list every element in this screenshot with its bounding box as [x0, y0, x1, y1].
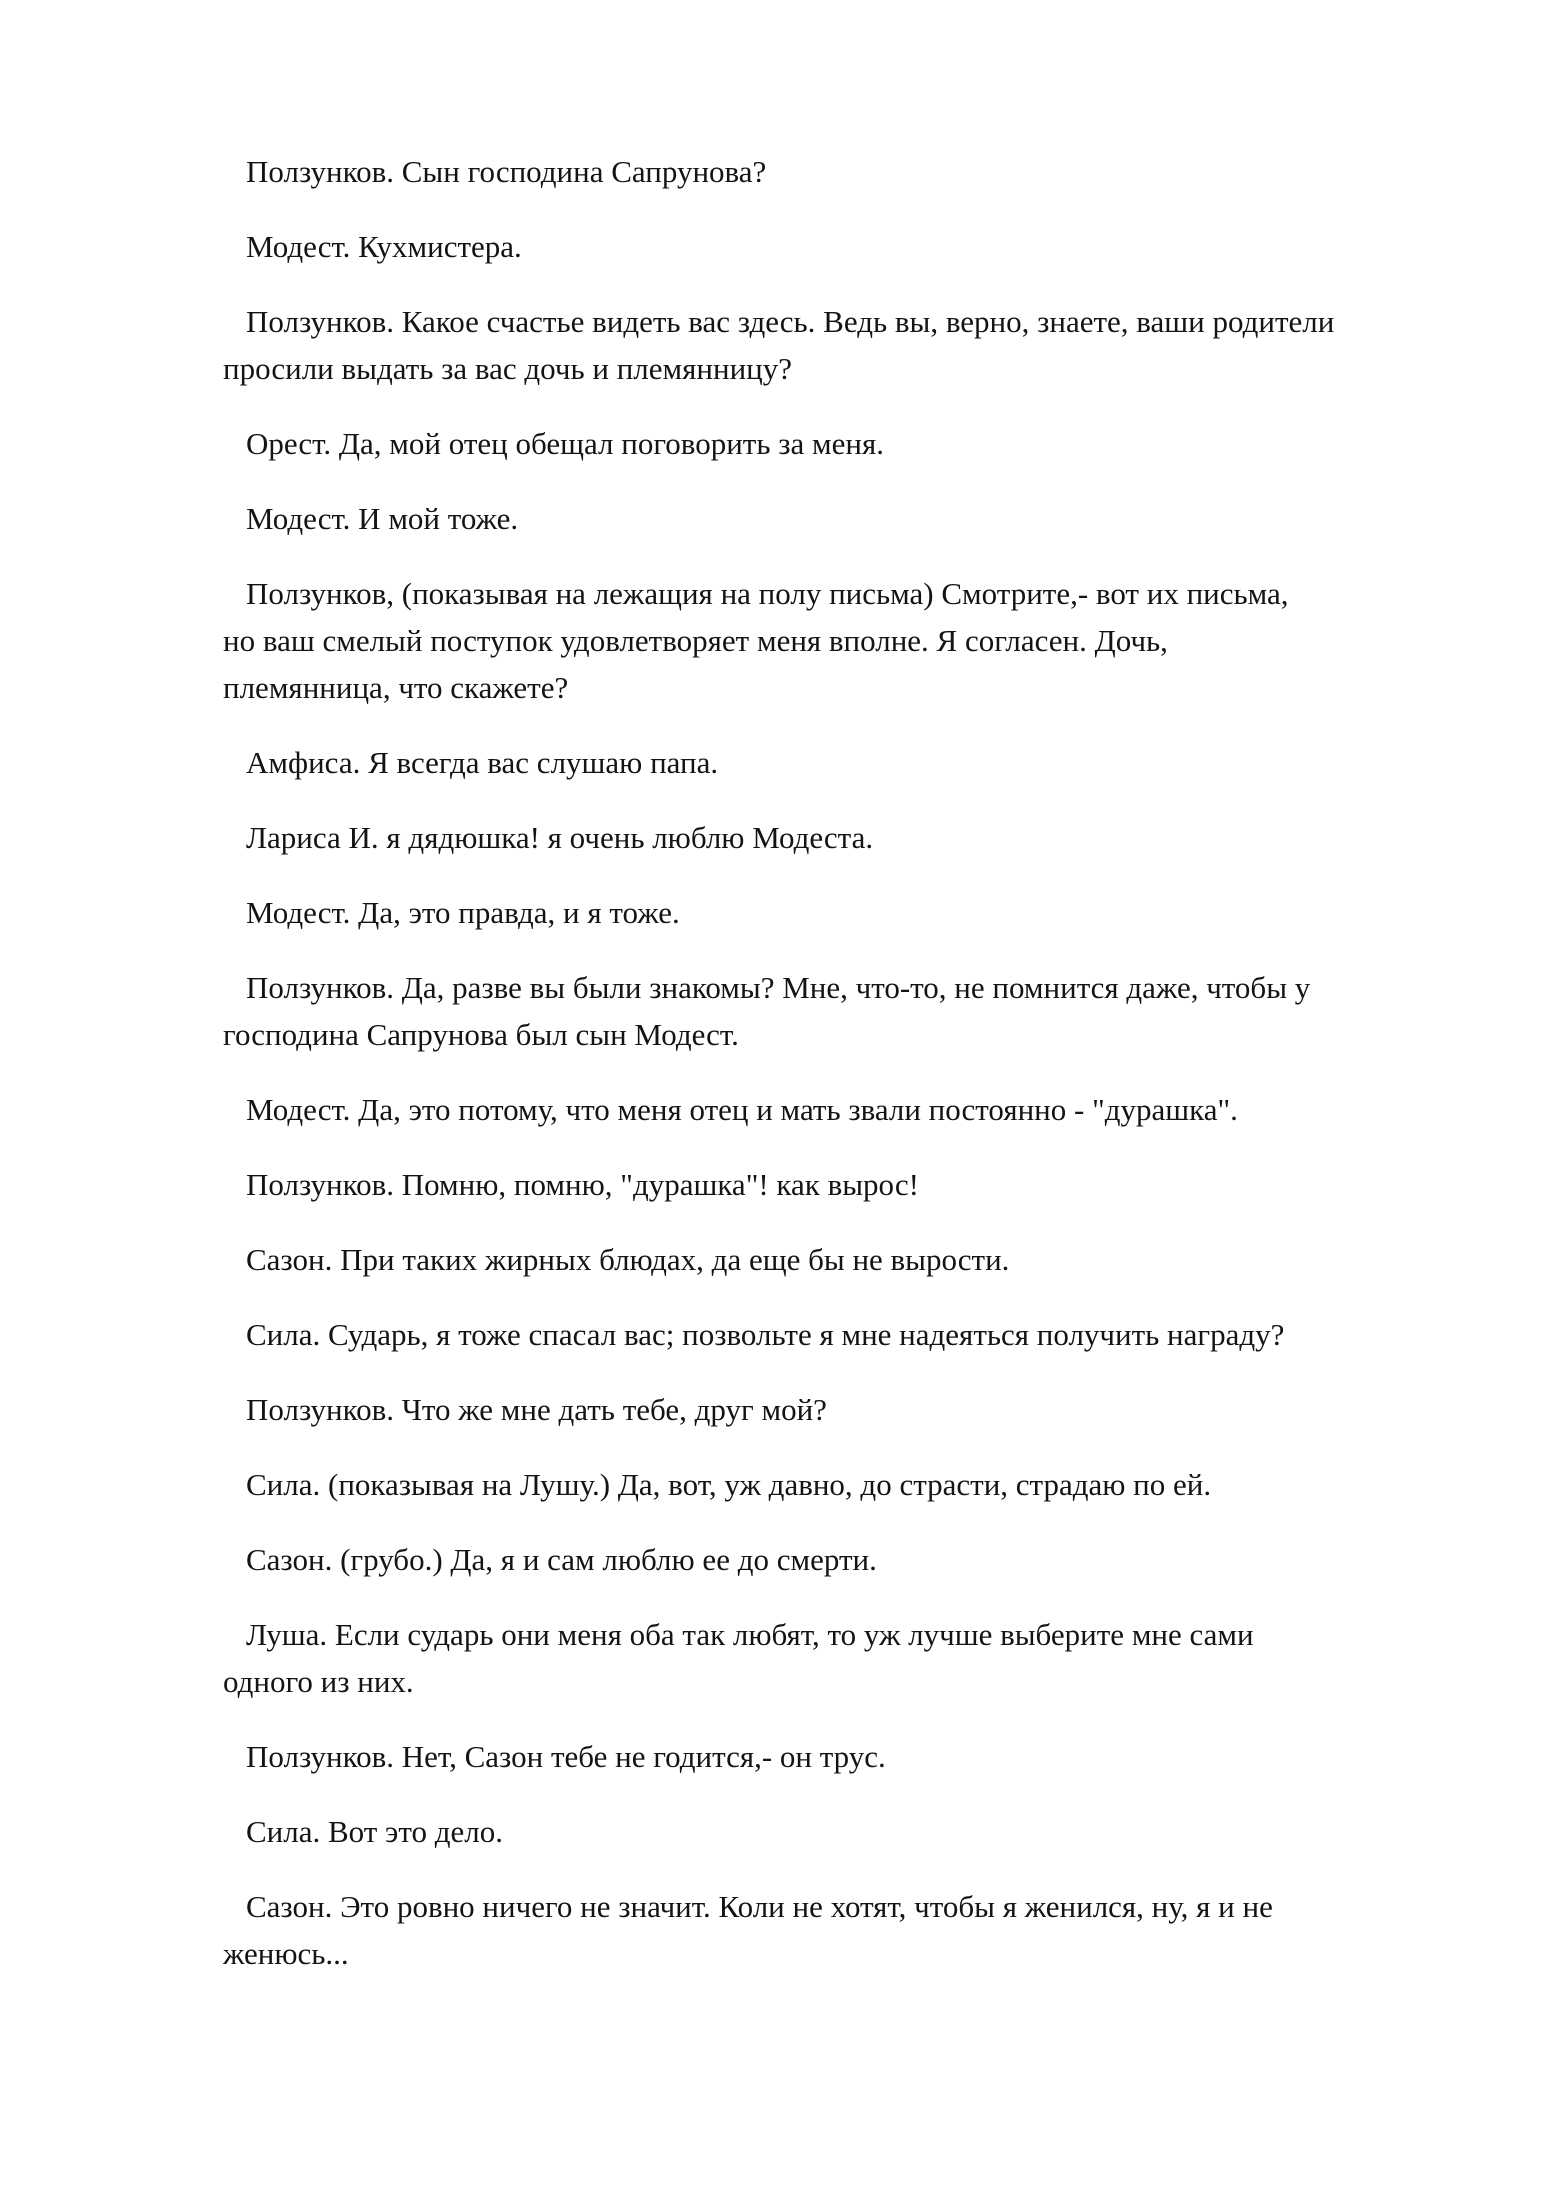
paragraph — [223, 1311, 1463, 1358]
text-line: Луша. Если сударь они меня оба так любят, то уж лучше выберите мне сами — [246, 1617, 1254, 1652]
text-line: Лариса И. я дядюшка! я очень люблю Модеста. — [246, 820, 874, 855]
paragraph — [223, 1808, 1463, 1855]
paragraph — [223, 739, 1463, 786]
paragraph — [223, 1461, 1463, 1508]
paragraph — [223, 1236, 1463, 1283]
paragraph — [223, 889, 1463, 936]
text-line: господина Сапрунова был сын Модест. — [223, 1017, 739, 1052]
text-line: племянница, что скажете? — [223, 670, 569, 705]
text-line: просили выдать за вас дочь и племянницу? — [223, 351, 793, 386]
document-page — [223, 148, 1463, 2005]
text-line: Сазон. Это ровно ничего не значит. Коли не хотят, чтобы я женился, ну, я и не — [246, 1889, 1273, 1924]
text-line: женюсь... — [223, 1936, 349, 1971]
paragraph — [223, 814, 1463, 861]
text-line: Ползунков, (показывая на лежащия на полу письма) Смотрите,- вот их письма, — [246, 576, 1289, 611]
text-line: Модест. Да, это правда, и я тоже. — [246, 895, 680, 930]
text-line: Ползунков. Какое счастье видеть вас здесь. Ведь вы, верно, знаете, ваши родители — [246, 304, 1335, 339]
paragraph — [223, 1611, 1463, 1705]
paragraph — [223, 1086, 1463, 1133]
text-line: Модест. Кухмистера. — [246, 229, 522, 264]
paragraph — [223, 1883, 1463, 1977]
text-line: Ползунков. Да, разве вы были знакомы? Мне, что-то, не помнится даже, чтобы у — [246, 970, 1311, 1005]
paragraph — [223, 298, 1463, 392]
paragraph — [223, 570, 1463, 711]
paragraph — [223, 1386, 1463, 1433]
text-line: одного из них. — [223, 1664, 414, 1699]
text-line: Орест. Да, мой отец обещал поговорить за меня. — [246, 426, 884, 461]
paragraph — [223, 223, 1463, 270]
text-line: Ползунков. Что же мне дать тебе, друг мой? — [246, 1392, 827, 1427]
text-line: Сазон. При таких жирных блюдах, да еще бы не вырости. — [246, 1242, 1010, 1277]
text-line: Модест. И мой тоже. — [246, 501, 519, 536]
text-line: Сила. Вот это дело. — [246, 1814, 504, 1849]
paragraph — [223, 1161, 1463, 1208]
paragraph — [223, 495, 1463, 542]
text-line: Сазон. (грубо.) Да, я и сам люблю ее до смерти. — [246, 1542, 877, 1577]
text-line: Ползунков. Помню, помню, "дурашка"! как вырос! — [246, 1167, 919, 1202]
paragraph — [223, 148, 1463, 195]
paragraph — [223, 1536, 1463, 1583]
text-line: но ваш смелый поступок удовлетворяет меня вполне. Я согласен. Дочь, — [223, 623, 1168, 658]
paragraph — [223, 420, 1463, 467]
text-line: Ползунков. Нет, Сазон тебе не годится,- он трус. — [246, 1739, 886, 1774]
text-line: Ползунков. Сын господина Сапрунова? — [246, 154, 767, 189]
paragraph — [223, 964, 1463, 1058]
paragraph — [223, 1733, 1463, 1780]
text-line: Модест. Да, это потому, что меня отец и мать звали постоянно - "дурашка". — [246, 1092, 1238, 1127]
text-line: Сила. (показывая на Лушу.) Да, вот, уж давно, до страсти, страдаю по ей. — [246, 1467, 1212, 1502]
text-line: Сила. Сударь, я тоже спасал вас; позвольте я мне надеяться получить награду? — [246, 1317, 1285, 1352]
text-line: Амфиса. Я всегда вас слушаю папа. — [246, 745, 719, 780]
